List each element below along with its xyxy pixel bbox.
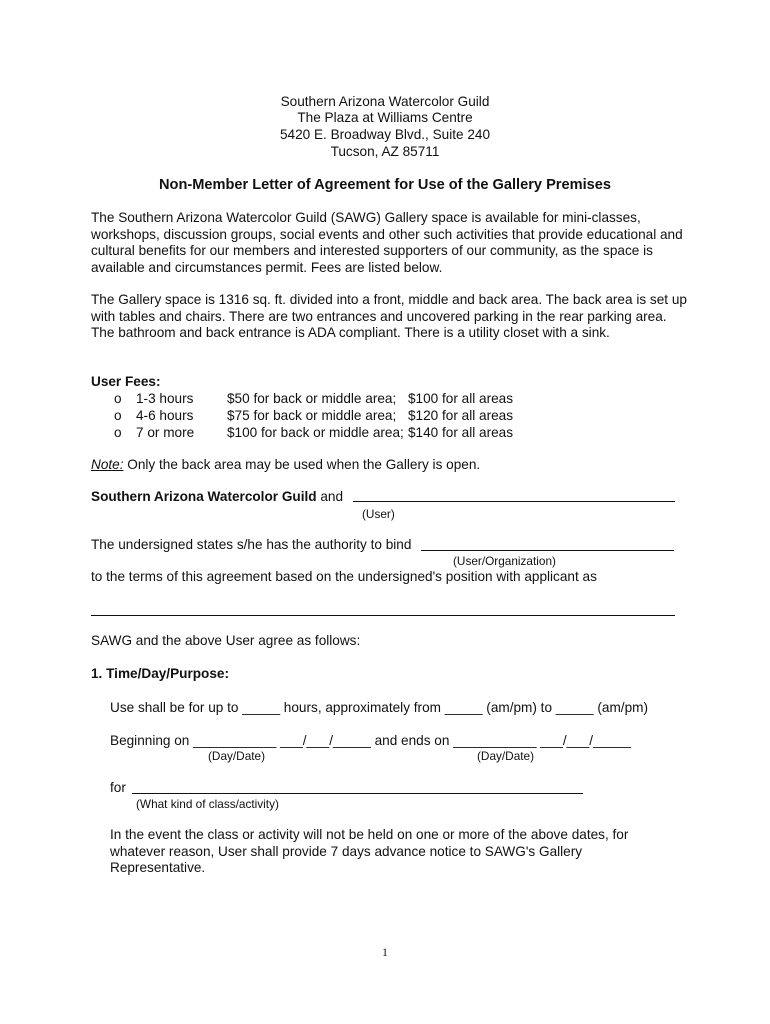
bullet-icon: o bbox=[114, 408, 122, 423]
section-1-heading: 1. Time/Day/Purpose: bbox=[91, 666, 230, 681]
authority-text: The undersigned states s/he has the authority to bind bbox=[91, 537, 412, 552]
end-date-caption: (Day/Date) bbox=[477, 749, 535, 763]
begin-date-line bbox=[110, 733, 631, 749]
end-date-field[interactable]: ___________ ___/___/_____ bbox=[453, 733, 631, 748]
parties-line bbox=[91, 489, 343, 505]
fee-all: $120 for all areas bbox=[408, 408, 514, 423]
fee-duration: 7 or more bbox=[136, 425, 195, 440]
and-word: and bbox=[320, 489, 344, 504]
fee-partial: $50 for back or middle area; bbox=[227, 391, 397, 406]
space-paragraph: The Gallery space is 1316 sq. ft. divided into a front, middle and back area. The back area is set up with tables and chairs. There are two entrances and uncovered parking in the rear parking area. The bathroom and back entrance is ADA compliant. There is a utility closet with a sink. bbox=[91, 292, 687, 340]
fee-all: $100 for all areas bbox=[408, 391, 514, 406]
org-city: Tucson, AZ 85711 bbox=[330, 144, 440, 159]
begin-date-caption: (Day/Date) bbox=[208, 749, 266, 763]
fee-partial: $100 for back or middle area; bbox=[227, 425, 404, 440]
begin-date-field[interactable]: ___________ ___/___/_____ bbox=[193, 733, 371, 748]
organization-caption: (User/Organization) bbox=[453, 554, 556, 568]
user-name-field[interactable] bbox=[353, 501, 675, 502]
user-caption: (User) bbox=[362, 507, 395, 521]
page-number: 1 bbox=[382, 945, 388, 959]
note-text: Only the back area may be used when the Gallery is open. bbox=[127, 457, 481, 472]
document-title: Non-Member Letter of Agreement for Use of the Gallery Premises bbox=[159, 177, 611, 193]
org-name: Southern Arizona Watercolor Guild bbox=[280, 94, 490, 109]
bullet-icon: o bbox=[114, 391, 122, 406]
use-hours-line[interactable]: Use shall be for up to _____ hours, approximately from _____ (am/pm) to _____ (am/pm) bbox=[110, 700, 648, 715]
terms-text: to the terms of this agreement based on the undersigned's position with applicant as bbox=[91, 569, 597, 584]
guild-name: Southern Arizona Watercolor Guild bbox=[91, 489, 317, 504]
fee-all: $140 for all areas bbox=[408, 425, 514, 440]
activity-caption: (What kind of class/activity) bbox=[136, 797, 279, 811]
intro-paragraph: The Southern Arizona Watercolor Guild (SAWG) Gallery space is available for mini-classes, workshops, discussion groups, social events and other such activities that provide educational and cultural benefits for our members and interested supporters of our community, as the space is available and circumstances permit. Fees are listed below. bbox=[91, 210, 683, 275]
ends-label: and ends on bbox=[374, 733, 450, 748]
org-place: The Plaza at Williams Centre bbox=[297, 110, 473, 125]
fee-partial: $75 for back or middle area; bbox=[227, 408, 397, 423]
for-label: for bbox=[110, 780, 126, 795]
begin-label: Beginning on bbox=[110, 733, 190, 748]
org-street: 5420 E. Broadway Blvd., Suite 240 bbox=[279, 127, 491, 142]
activity-field[interactable] bbox=[132, 793, 583, 794]
agree-text: SAWG and the above User agree as follows: bbox=[91, 633, 361, 648]
fees-heading: User Fees: bbox=[91, 374, 161, 389]
bullet-icon: o bbox=[114, 425, 122, 440]
fee-duration: 1-3 hours bbox=[136, 391, 194, 406]
note-label: Note: bbox=[91, 457, 124, 472]
notice-paragraph: In the event the class or activity will not be held on one or more of the above dates, for whatever reason, User shall provide 7 days advance notice to SAWG's Gallery Representative. bbox=[110, 827, 629, 875]
position-field[interactable] bbox=[91, 615, 675, 616]
organization-field[interactable] bbox=[421, 550, 674, 551]
fee-duration: 4-6 hours bbox=[136, 408, 194, 423]
note bbox=[91, 457, 480, 473]
